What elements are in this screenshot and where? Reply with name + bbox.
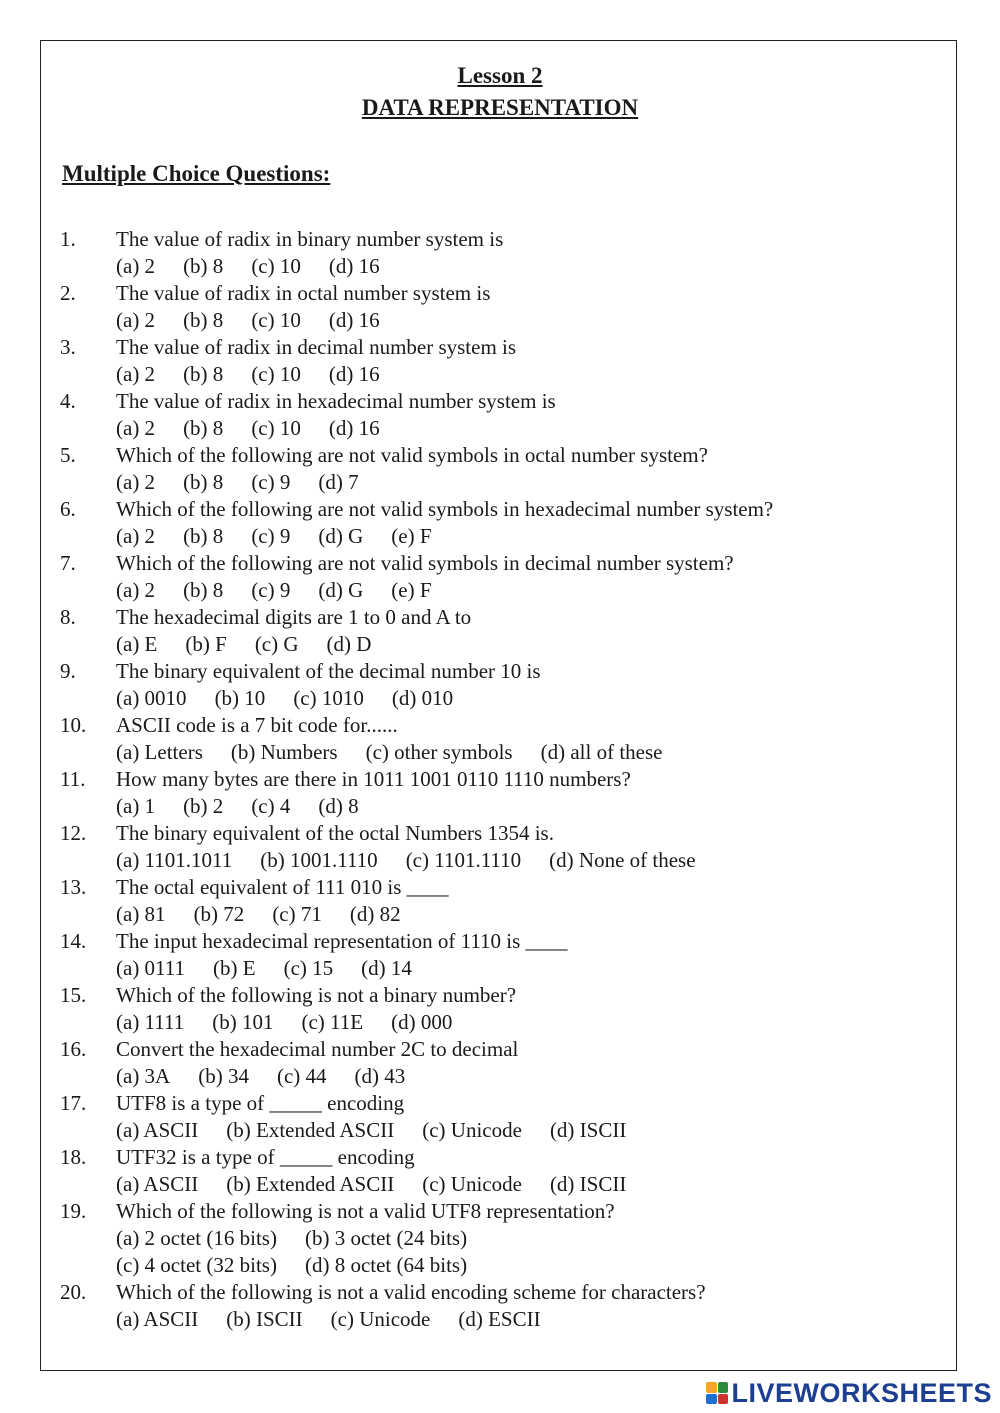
question-item bbox=[60, 820, 940, 874]
answer-option: (a) 2 bbox=[116, 362, 156, 386]
answer-option: (a) 2 bbox=[116, 308, 156, 332]
question-item bbox=[60, 550, 940, 604]
answer-option: (c) 4 octet (32 bits) bbox=[116, 1253, 277, 1277]
answer-option: (c) other symbols bbox=[365, 740, 513, 764]
question-number: 15. bbox=[60, 983, 87, 1007]
answer-option: (c) 1010 bbox=[293, 686, 364, 710]
answer-option: (a) 2 octet (16 bits) bbox=[116, 1226, 277, 1250]
answer-option: (a) 2 bbox=[116, 524, 156, 548]
answer-option: (b) 2 bbox=[183, 794, 224, 818]
question-line bbox=[60, 1198, 940, 1225]
answer-option: (b) 8 bbox=[183, 308, 224, 332]
answer-option: (a) 3A bbox=[116, 1064, 171, 1088]
answer-options bbox=[60, 307, 940, 334]
question-text: UTF32 is a type of _____ encoding bbox=[116, 1145, 415, 1169]
answer-option: (d) D bbox=[326, 632, 372, 656]
answer-option: (d) 010 bbox=[391, 686, 454, 710]
answer-option: (b) 34 bbox=[198, 1064, 249, 1088]
question-item bbox=[60, 874, 940, 928]
answer-option: (c) 11E bbox=[301, 1010, 364, 1034]
question-item bbox=[60, 1198, 940, 1279]
answer-option: (d) 43 bbox=[354, 1064, 406, 1088]
answer-option: (c) G bbox=[254, 632, 299, 656]
answer-option: (b) 8 bbox=[183, 362, 224, 386]
answer-options bbox=[60, 361, 940, 388]
question-line bbox=[60, 820, 940, 847]
liveworksheets-logo-icon bbox=[706, 1382, 728, 1404]
question-line bbox=[60, 1090, 940, 1117]
question-item bbox=[60, 658, 940, 712]
question-line bbox=[60, 388, 940, 415]
answer-option: (d) ISCII bbox=[549, 1118, 627, 1142]
answer-options bbox=[60, 847, 940, 874]
answer-option: (b) 3 octet (24 bits) bbox=[304, 1226, 468, 1250]
answer-option: (c) 9 bbox=[251, 524, 291, 548]
answer-option: (c) 1101.1110 bbox=[405, 848, 522, 872]
answer-option: (c) 9 bbox=[251, 578, 291, 602]
question-text: Which of the following is not a valid UTF8 representation? bbox=[116, 1199, 615, 1223]
question-item bbox=[60, 982, 940, 1036]
answer-option: (b) 8 bbox=[183, 254, 224, 278]
question-item bbox=[60, 1090, 940, 1144]
answer-option: (c) 10 bbox=[251, 254, 301, 278]
question-item bbox=[60, 604, 940, 658]
question-text: The binary equivalent of the decimal number 10 is bbox=[116, 659, 541, 683]
answer-option: (d) 16 bbox=[328, 362, 380, 386]
answer-option: (d) 14 bbox=[361, 956, 412, 980]
question-line bbox=[60, 550, 940, 577]
question-item bbox=[60, 334, 940, 388]
answer-option: (c) Unicode bbox=[330, 1307, 431, 1331]
answer-option: (a) 1111 bbox=[116, 1010, 185, 1034]
question-text: Convert the hexadecimal number 2C to decimal bbox=[116, 1037, 519, 1061]
question-line bbox=[60, 766, 940, 793]
answer-option: (c) Unicode bbox=[422, 1118, 522, 1142]
question-number: 3. bbox=[60, 335, 76, 359]
answer-option: (c) Unicode bbox=[422, 1172, 522, 1196]
question-line bbox=[60, 1036, 940, 1063]
answer-option: (e) F bbox=[391, 578, 432, 602]
answer-option: (b) ISCII bbox=[226, 1307, 303, 1331]
question-number: 16. bbox=[60, 1037, 87, 1061]
question-text: UTF8 is a type of _____ encoding bbox=[116, 1091, 405, 1115]
answer-option: (d) 000 bbox=[391, 1010, 453, 1034]
answer-option: (b) 101 bbox=[212, 1010, 274, 1034]
question-item bbox=[60, 712, 940, 766]
answer-options bbox=[60, 793, 940, 820]
answer-option: (b) 72 bbox=[193, 902, 245, 926]
question-item bbox=[60, 388, 940, 442]
question-line bbox=[60, 1279, 940, 1306]
question-number: 2. bbox=[60, 281, 76, 305]
question-number: 11. bbox=[60, 767, 86, 791]
question-line bbox=[60, 496, 940, 523]
question-number: 6. bbox=[60, 497, 76, 521]
answer-options bbox=[60, 685, 940, 712]
answer-option: (a) 2 bbox=[116, 254, 156, 278]
question-number: 20. bbox=[60, 1280, 87, 1304]
answer-option: (b) E bbox=[213, 956, 256, 980]
answer-option: (d) G bbox=[318, 578, 364, 602]
answer-options bbox=[60, 523, 940, 550]
answer-options bbox=[60, 1252, 940, 1279]
question-list bbox=[60, 226, 940, 1333]
brand-name: LIVEWORKSHEETS bbox=[731, 1378, 992, 1408]
answer-option: (a) 0010 bbox=[116, 686, 187, 710]
answer-options bbox=[60, 739, 940, 766]
question-number: 10. bbox=[60, 713, 87, 737]
answer-options bbox=[60, 469, 940, 496]
answer-option: (d) G bbox=[318, 524, 364, 548]
question-text: The binary equivalent of the octal Numbers 1354 is. bbox=[116, 821, 554, 845]
answer-option: (b) Extended ASCII bbox=[226, 1118, 395, 1142]
answer-option: (d) ISCII bbox=[549, 1172, 627, 1196]
question-line bbox=[60, 1144, 940, 1171]
answer-options bbox=[60, 1306, 940, 1333]
answer-option: (c) 10 bbox=[251, 362, 301, 386]
answer-options bbox=[60, 631, 940, 658]
question-item bbox=[60, 928, 940, 982]
question-line bbox=[60, 226, 940, 253]
answer-options bbox=[60, 1225, 940, 1252]
question-text: Which of the following is not a valid encoding scheme for characters? bbox=[116, 1280, 706, 1304]
answer-option: (d) 16 bbox=[328, 254, 380, 278]
section-heading: Multiple Choice Questions: bbox=[62, 161, 331, 186]
question-line bbox=[60, 658, 940, 685]
answer-option: (a) ASCII bbox=[116, 1172, 199, 1196]
question-line bbox=[60, 442, 940, 469]
answer-option: (c) 9 bbox=[251, 470, 291, 494]
answer-option: (b) 1001.1110 bbox=[260, 848, 378, 872]
answer-options bbox=[60, 955, 940, 982]
question-text: Which of the following are not valid symbols in octal number system? bbox=[116, 443, 708, 467]
answer-option: (c) 44 bbox=[276, 1064, 327, 1088]
question-text: The input hexadecimal representation of 1110 is ____ bbox=[116, 929, 568, 953]
question-line bbox=[60, 712, 940, 739]
answer-options bbox=[60, 577, 940, 604]
question-text: The value of radix in binary number system is bbox=[116, 227, 504, 251]
answer-option: (a) ASCII bbox=[116, 1307, 199, 1331]
question-text: The value of radix in decimal number system is bbox=[116, 335, 517, 359]
question-item bbox=[60, 496, 940, 550]
answer-option: (a) 1101.1011 bbox=[116, 848, 233, 872]
question-item bbox=[60, 1144, 940, 1198]
answer-option: (d) ESCII bbox=[458, 1307, 541, 1331]
question-text: Which of the following are not valid symbols in hexadecimal number system? bbox=[116, 497, 774, 521]
page-title: DATA REPRESENTATION bbox=[361, 95, 639, 120]
answer-option: (d) 8 bbox=[318, 794, 359, 818]
question-number: 19. bbox=[60, 1199, 87, 1223]
question-item bbox=[60, 280, 940, 334]
question-number: 8. bbox=[60, 605, 76, 629]
answer-option: (a) Letters bbox=[116, 740, 203, 764]
answer-option: (b) 8 bbox=[183, 470, 224, 494]
answer-option: (d) None of these bbox=[549, 848, 696, 872]
answer-options bbox=[60, 901, 940, 928]
question-item bbox=[60, 766, 940, 820]
answer-option: (e) F bbox=[391, 524, 432, 548]
answer-option: (a) 1 bbox=[116, 794, 156, 818]
question-line bbox=[60, 280, 940, 307]
question-line bbox=[60, 928, 940, 955]
answer-options bbox=[60, 1009, 940, 1036]
answer-option: (b) 8 bbox=[183, 524, 224, 548]
answer-option: (d) 16 bbox=[328, 308, 380, 332]
answer-option: (c) 10 bbox=[251, 308, 301, 332]
question-number: 4. bbox=[60, 389, 76, 413]
answer-option: (b) 8 bbox=[183, 578, 224, 602]
question-number: 9. bbox=[60, 659, 76, 683]
question-line bbox=[60, 982, 940, 1009]
question-text: The value of radix in octal number system is bbox=[116, 281, 491, 305]
question-text: The value of radix in hexadecimal number system is bbox=[116, 389, 556, 413]
question-item bbox=[60, 226, 940, 280]
liveworksheets-footer bbox=[706, 1379, 992, 1407]
answer-options bbox=[60, 1117, 940, 1144]
question-number: 17. bbox=[60, 1091, 87, 1115]
question-number: 14. bbox=[60, 929, 87, 953]
question-text: How many bytes are there in 1011 1001 0110 1110 numbers? bbox=[116, 767, 631, 791]
answer-option: (c) 4 bbox=[251, 794, 291, 818]
answer-options bbox=[60, 1063, 940, 1090]
answer-option: (b) F bbox=[185, 632, 227, 656]
question-text: Which of the following is not a binary number? bbox=[116, 983, 517, 1007]
question-number: 13. bbox=[60, 875, 87, 899]
answer-option: (a) 0111 bbox=[116, 956, 185, 980]
answer-option: (d) 16 bbox=[328, 416, 380, 440]
question-item bbox=[60, 1036, 940, 1090]
answer-option: (a) ASCII bbox=[116, 1118, 199, 1142]
answer-options bbox=[60, 253, 940, 280]
question-number: 18. bbox=[60, 1145, 87, 1169]
answer-option: (b) 8 bbox=[183, 416, 224, 440]
answer-option: (a) 2 bbox=[116, 578, 156, 602]
question-line bbox=[60, 874, 940, 901]
answer-option: (a) 2 bbox=[116, 470, 156, 494]
answer-option: (b) 10 bbox=[214, 686, 266, 710]
question-number: 5. bbox=[60, 443, 76, 467]
answer-options bbox=[60, 1171, 940, 1198]
question-text: ASCII code is a 7 bit code for...... bbox=[116, 713, 398, 737]
question-number: 7. bbox=[60, 551, 76, 575]
question-text: Which of the following are not valid symbols in decimal number system? bbox=[116, 551, 734, 575]
answer-option: (d) 8 octet (64 bits) bbox=[304, 1253, 468, 1277]
answer-option: (c) 15 bbox=[283, 956, 334, 980]
answer-option: (a) 2 bbox=[116, 416, 156, 440]
answer-options bbox=[60, 415, 940, 442]
answer-option: (b) Extended ASCII bbox=[226, 1172, 395, 1196]
answer-option: (d) 7 bbox=[318, 470, 359, 494]
question-number: 12. bbox=[60, 821, 87, 845]
answer-option: (a) 81 bbox=[116, 902, 166, 926]
answer-option: (b) Numbers bbox=[230, 740, 338, 764]
question-text: The octal equivalent of 111 010 is ____ bbox=[116, 875, 449, 899]
answer-option: (a) E bbox=[116, 632, 158, 656]
lesson-number: Lesson 2 bbox=[457, 63, 543, 88]
question-text: The hexadecimal digits are 1 to 0 and A to bbox=[116, 605, 472, 629]
question-item bbox=[60, 1279, 940, 1333]
question-line bbox=[60, 604, 940, 631]
question-number: 1. bbox=[60, 227, 76, 251]
answer-option: (c) 71 bbox=[272, 902, 322, 926]
answer-option: (d) all of these bbox=[540, 740, 663, 764]
answer-option: (d) 82 bbox=[349, 902, 401, 926]
question-line bbox=[60, 334, 940, 361]
question-item bbox=[60, 442, 940, 496]
answer-option: (c) 10 bbox=[251, 416, 301, 440]
